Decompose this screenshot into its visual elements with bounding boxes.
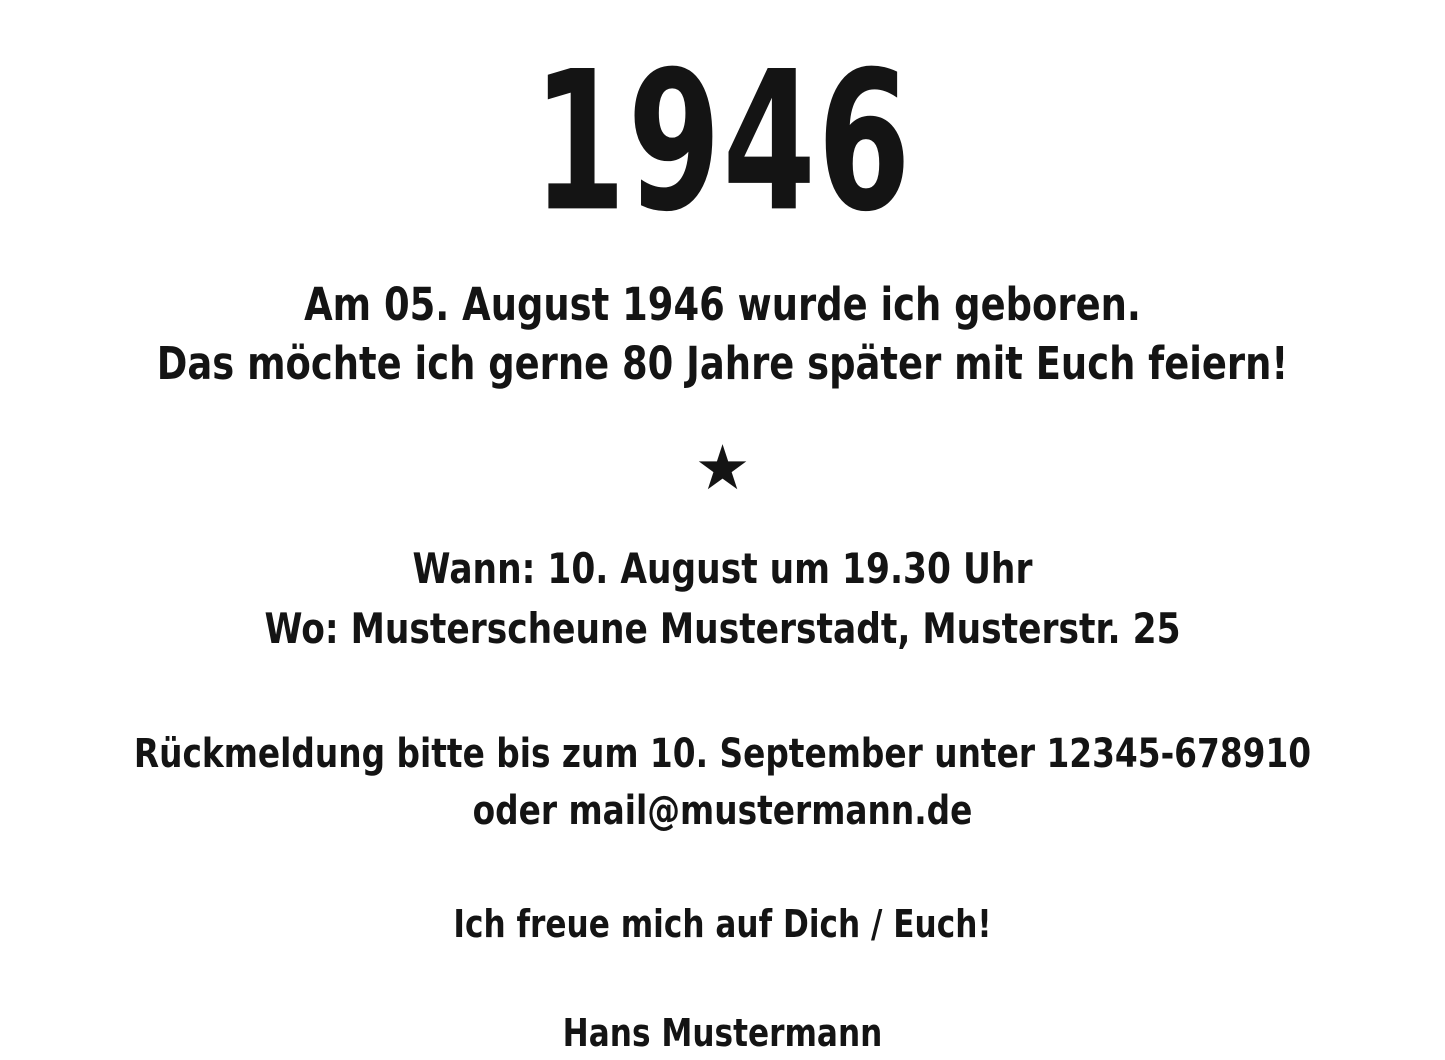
signature-text [0,1007,1445,1060]
rsvp-line-2: oder mail@mustermann.de [472,788,973,835]
rsvp-text [0,726,1445,840]
intro-line-1: Am 05. August 1946 wurde ich geboren. [304,278,1141,331]
event-where: Wo: Musterscheune Musterstadt, Musterstr. 25 [264,603,1181,653]
year-heading: 1946 [532,29,913,255]
closing-text [0,898,1445,951]
rsvp-line-1: Rückmeldung bitte bis zum 10. September unter 12345-678910 [133,731,1312,778]
intro-line-2: Das möchte ich gerne 80 Jahre später mit Euch feiern! [156,336,1289,390]
event-when: Wann: 10. August um 19.30 Uhr [412,544,1033,593]
intro-text [0,276,1445,393]
star-icon: ★ [694,431,751,504]
event-details [0,539,1445,658]
signature-name: Hans Mustermann [562,1011,883,1056]
closing-line: Ich freue mich auf Dich / Euch! [453,901,992,946]
